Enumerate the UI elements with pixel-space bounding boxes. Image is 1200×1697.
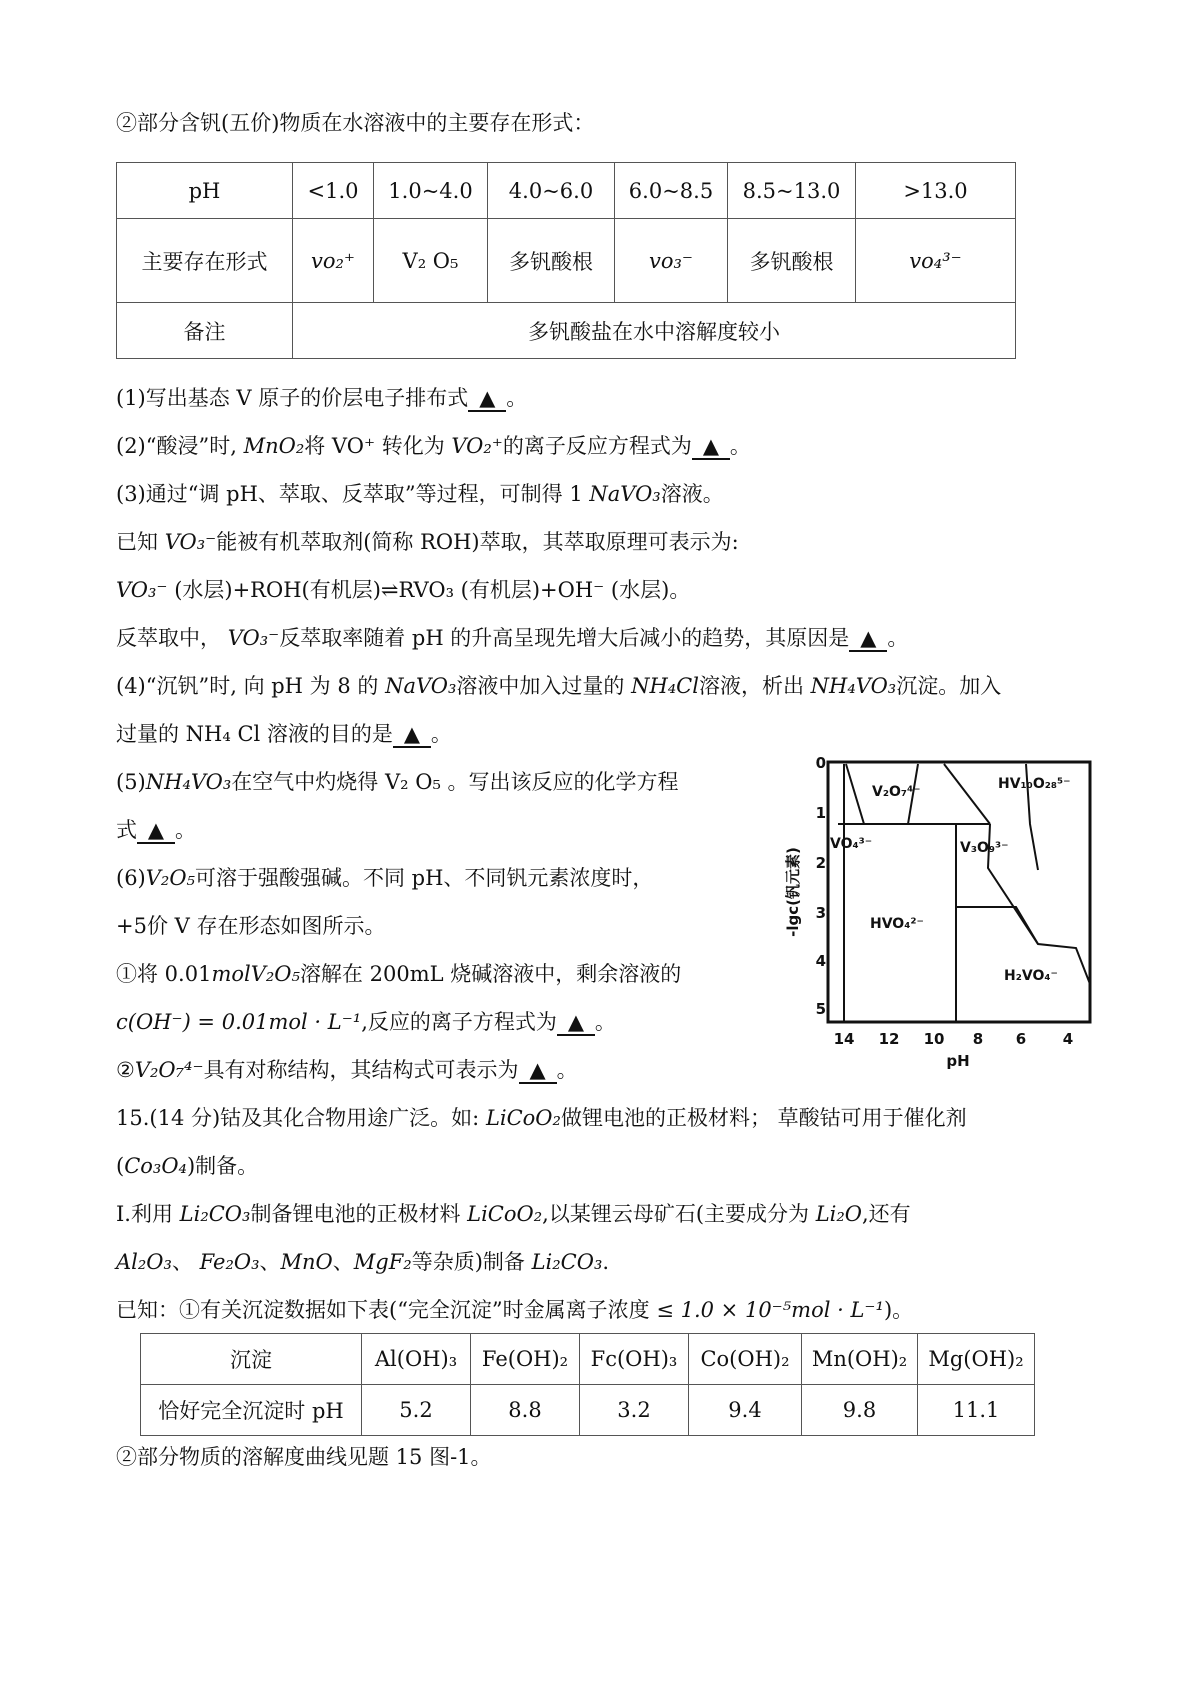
text: 。 xyxy=(594,1010,616,1034)
formula: NaVO₃ xyxy=(589,482,661,506)
formula: VO₂⁺ xyxy=(451,434,503,458)
answer-blank[interactable]: ▲ xyxy=(692,434,730,460)
precipitation-table xyxy=(140,1333,1035,1436)
y-axis-label: -lgc(钒元素) xyxy=(784,847,802,937)
text: (2)“酸浸”时, xyxy=(116,434,244,458)
text: 反萃取中， xyxy=(116,626,228,650)
table-cell: 8.8 xyxy=(471,1385,580,1436)
text: (5) xyxy=(116,770,146,794)
formula: Li₂CO₃ xyxy=(179,1202,251,1226)
formula: Co₃O₄ xyxy=(124,1154,187,1178)
text: 溶液中加入过量的 xyxy=(456,674,632,698)
table-cell: Mg(OH)₂ xyxy=(918,1334,1035,1385)
table-cell: 主要存在形式 xyxy=(117,219,293,303)
region-boundary xyxy=(944,764,990,824)
answer-blank[interactable]: ▲ xyxy=(468,386,506,412)
table-cell: 4.0~6.0 xyxy=(488,163,615,219)
formula: NH₄VO₃ xyxy=(810,674,897,698)
text: (6) xyxy=(116,866,146,890)
table-cell: vo₃⁻ xyxy=(615,219,728,303)
question-15-known xyxy=(116,1295,913,1325)
question-2 xyxy=(116,431,751,461)
text: 做锂电池的正极材料； 草酸钴可用于催化剂 xyxy=(560,1106,967,1130)
y-tick-label: 2 xyxy=(815,854,826,872)
table-cell: Co(OH)₂ xyxy=(689,1334,802,1385)
formula: VO₃⁻ xyxy=(116,578,168,602)
question-6-cont: +5价 V 存在形态如图所示。 xyxy=(116,914,386,938)
text: 的离子反应方程式为 xyxy=(502,434,692,458)
x-tick-label: 6 xyxy=(1015,1030,1027,1048)
table-cell: >13.0 xyxy=(856,163,1016,219)
text: 已知 xyxy=(116,530,165,554)
text: 将 VO⁺ 转化为 xyxy=(304,434,452,458)
text: )。 xyxy=(883,1298,914,1322)
x-tick-label: 10 xyxy=(923,1030,945,1048)
species-label: HVO₄²⁻ xyxy=(870,916,924,932)
table-cell: 沉淀 xyxy=(141,1334,362,1385)
text: 过量的 NH₄ Cl 溶液的目的是 xyxy=(116,722,393,746)
text: (1)写出基态 V 原子的价层电子排布式 xyxy=(116,386,469,410)
text: 。 xyxy=(887,626,909,650)
text: 溶液，析出 xyxy=(698,674,811,698)
formula: molV₂O₅ xyxy=(211,962,300,986)
answer-blank[interactable]: ▲ xyxy=(137,818,175,844)
table-row xyxy=(141,1385,1035,1436)
table-cell: 备注 xyxy=(117,303,293,359)
text: 15.(14 分)钴及其化合物用途广泛。如: xyxy=(116,1106,486,1130)
question-3 xyxy=(116,479,724,509)
table-cell: pH xyxy=(117,163,293,219)
formula: NaVO₃ xyxy=(385,674,457,698)
question-1 xyxy=(116,383,527,413)
table-cell: 9.8 xyxy=(802,1385,918,1436)
table-cell: 多钒酸盐在水中溶解度较小 xyxy=(293,303,1016,359)
text: ② xyxy=(116,1058,135,1082)
text: (4)“沉钒”时, 向 pH 为 8 的 xyxy=(116,674,386,698)
text: 已知：①有关沉淀数据如下表(“完全沉淀”时金属离子浓度 ≤ xyxy=(116,1298,681,1322)
formula: c(OH⁻) = 0.01mol · L⁻¹ xyxy=(116,1010,362,1034)
question-6-part1 xyxy=(116,959,681,989)
last-line: ②部分物质的溶解度曲线见题 15 图-1。 xyxy=(116,1445,492,1469)
table-cell: 3.2 xyxy=(580,1385,689,1436)
text: 。 xyxy=(430,722,452,746)
table-cell: 8.5~13.0 xyxy=(728,163,856,219)
answer-blank[interactable]: ▲ xyxy=(557,1010,595,1036)
question-6 xyxy=(116,863,653,893)
text: 、 xyxy=(259,1250,281,1274)
question-5 xyxy=(116,767,679,797)
text: )制备。 xyxy=(186,1154,259,1178)
text: 可溶于强酸强碱。不同 pH、不同钒元素浓度时， xyxy=(194,866,654,890)
table-cell: vo₄³⁻ xyxy=(856,219,1016,303)
species-label: HV₁₀O₂₈⁵⁻ xyxy=(998,776,1071,792)
text: 能被有机萃取剂(简称 ROH)萃取，其萃取原理可表示为: xyxy=(216,530,739,554)
table-cell: Mn(OH)₂ xyxy=(802,1334,918,1385)
species-label: H₂VO₄⁻ xyxy=(1004,968,1058,984)
question-15 xyxy=(116,1103,967,1133)
table-row xyxy=(117,303,1016,359)
text: ,反应的离子方程式为 xyxy=(361,1010,557,1034)
species-label: VO₄³⁻ xyxy=(830,836,873,852)
answer-blank[interactable]: ▲ xyxy=(519,1058,557,1084)
text: . xyxy=(602,1250,610,1274)
table-cell: 9.4 xyxy=(689,1385,802,1436)
answer-blank[interactable]: ▲ xyxy=(393,722,431,748)
x-tick-label: 4 xyxy=(1062,1030,1074,1048)
text: ,还有 xyxy=(862,1202,911,1226)
text: Ⅰ.利用 xyxy=(116,1202,180,1226)
text: ①将 0.01 xyxy=(116,962,212,986)
question-15-part1 xyxy=(116,1199,911,1229)
y-tick-label: 5 xyxy=(815,1000,826,1018)
question-4 xyxy=(116,671,1001,701)
formula: Li₂O xyxy=(815,1202,862,1226)
question-3-reason xyxy=(116,623,908,653)
text: 制备锂电池的正极材料 xyxy=(250,1202,468,1226)
text: 溶液。 xyxy=(660,482,724,506)
text: 具有对称结构，其结构式可表示为 xyxy=(203,1058,519,1082)
formula: NH₄VO₃ xyxy=(145,770,232,794)
vanadium-speciation-diagram xyxy=(768,752,1098,1072)
text: 。 xyxy=(729,434,751,458)
y-tick-label: 4 xyxy=(815,952,826,970)
table-cell: 多钒酸根 xyxy=(728,219,856,303)
question-15-cont xyxy=(116,1151,258,1181)
question-15-part1-cont xyxy=(116,1247,609,1277)
table-cell: 1.0~4.0 xyxy=(374,163,488,219)
table-cell: 11.1 xyxy=(918,1385,1035,1436)
formula: Al₂O₃ xyxy=(116,1250,172,1274)
table-cell: Fc(OH)₃ xyxy=(580,1334,689,1385)
text: 。 xyxy=(506,386,528,410)
formula: NH₄Cl xyxy=(631,674,699,698)
formula: VO₃⁻ xyxy=(164,530,217,554)
question-3-equation xyxy=(116,575,690,605)
text: 。 xyxy=(175,818,196,842)
formula: MnO xyxy=(280,1250,333,1274)
formula: MgF₂ xyxy=(353,1250,412,1274)
table-cell: 5.2 xyxy=(362,1385,471,1436)
text: 。 xyxy=(556,1058,578,1082)
table-cell: 恰好完全沉淀时 pH xyxy=(141,1385,362,1436)
table-cell: 多钒酸根 xyxy=(488,219,615,303)
y-tick-label: 3 xyxy=(815,904,826,922)
formula: VO₃⁻ xyxy=(227,626,280,650)
text: 沉淀。加入 xyxy=(896,674,1002,698)
x-tick-label: 8 xyxy=(972,1030,984,1048)
formula: 1.0 × 10⁻⁵mol · L⁻¹ xyxy=(680,1298,884,1322)
text: ( xyxy=(116,1154,125,1178)
table-cell: vo₂⁺ xyxy=(293,219,374,303)
answer-blank[interactable]: ▲ xyxy=(849,626,887,652)
formula: LiCoO₂ xyxy=(485,1106,561,1130)
question-6-part1-cont xyxy=(116,1007,616,1037)
table-cell: 6.0~8.5 xyxy=(615,163,728,219)
text: 、 xyxy=(171,1250,200,1274)
species-label: V₃O₉³⁻ xyxy=(960,840,1009,856)
formula: MnO₂ xyxy=(243,434,305,458)
text: 反萃取率随着 pH 的升高呈现先增大后减小的趋势，其原因是 xyxy=(279,626,850,650)
text: 溶解在 200mL 烧碱溶液中，剩余溶液的 xyxy=(299,962,682,986)
x-tick-label: 14 xyxy=(833,1030,855,1048)
table-row xyxy=(141,1334,1035,1385)
formula: V₂O₅ xyxy=(145,866,195,890)
text: 等杂质)制备 xyxy=(411,1250,532,1274)
x-axis-label: pH xyxy=(946,1052,970,1070)
formula: LiCoO₂ xyxy=(467,1202,543,1226)
table-cell: V₂ O₅ xyxy=(374,219,488,303)
text: 、 xyxy=(332,1250,354,1274)
question-5-cont xyxy=(116,815,196,845)
question-3-known xyxy=(116,527,739,557)
species-label: V₂O₇⁴⁻ xyxy=(872,784,921,800)
question-4-purpose xyxy=(116,719,452,749)
y-tick-label: 1 xyxy=(815,804,826,822)
text: ,以某锂云母矿石(主要成分为 xyxy=(542,1202,816,1226)
formula: Li₂CO₃ xyxy=(531,1250,603,1274)
table-row xyxy=(117,163,1016,219)
intro-line: ②部分含钒(五价)物质在水溶液中的主要存在形式： xyxy=(116,111,595,135)
formula: V₂O₇⁴⁻ xyxy=(134,1058,204,1082)
question-6-part2 xyxy=(116,1055,578,1085)
x-tick-label: 12 xyxy=(878,1030,900,1048)
y-tick-label: 0 xyxy=(815,754,826,772)
formula: Fe₂O₃ xyxy=(199,1250,260,1274)
table-row xyxy=(117,219,1016,303)
text: (水层)+ROH(有机层)⇌RVO₃ (有机层)+OH⁻ (水层)。 xyxy=(167,578,691,602)
text: (3)通过“调 pH、萃取、反萃取”等过程，可制得 1 xyxy=(116,482,590,506)
text: 式 xyxy=(116,818,137,842)
text: 在空气中灼烧得 V₂ O₅ 。写出该反应的化学方程 xyxy=(231,770,679,794)
table-cell: Fe(OH)₂ xyxy=(471,1334,580,1385)
region-boundary xyxy=(846,764,864,824)
table-cell: <1.0 xyxy=(293,163,374,219)
table-cell: Al(OH)₃ xyxy=(362,1334,471,1385)
vanadium-species-table xyxy=(116,162,1016,359)
